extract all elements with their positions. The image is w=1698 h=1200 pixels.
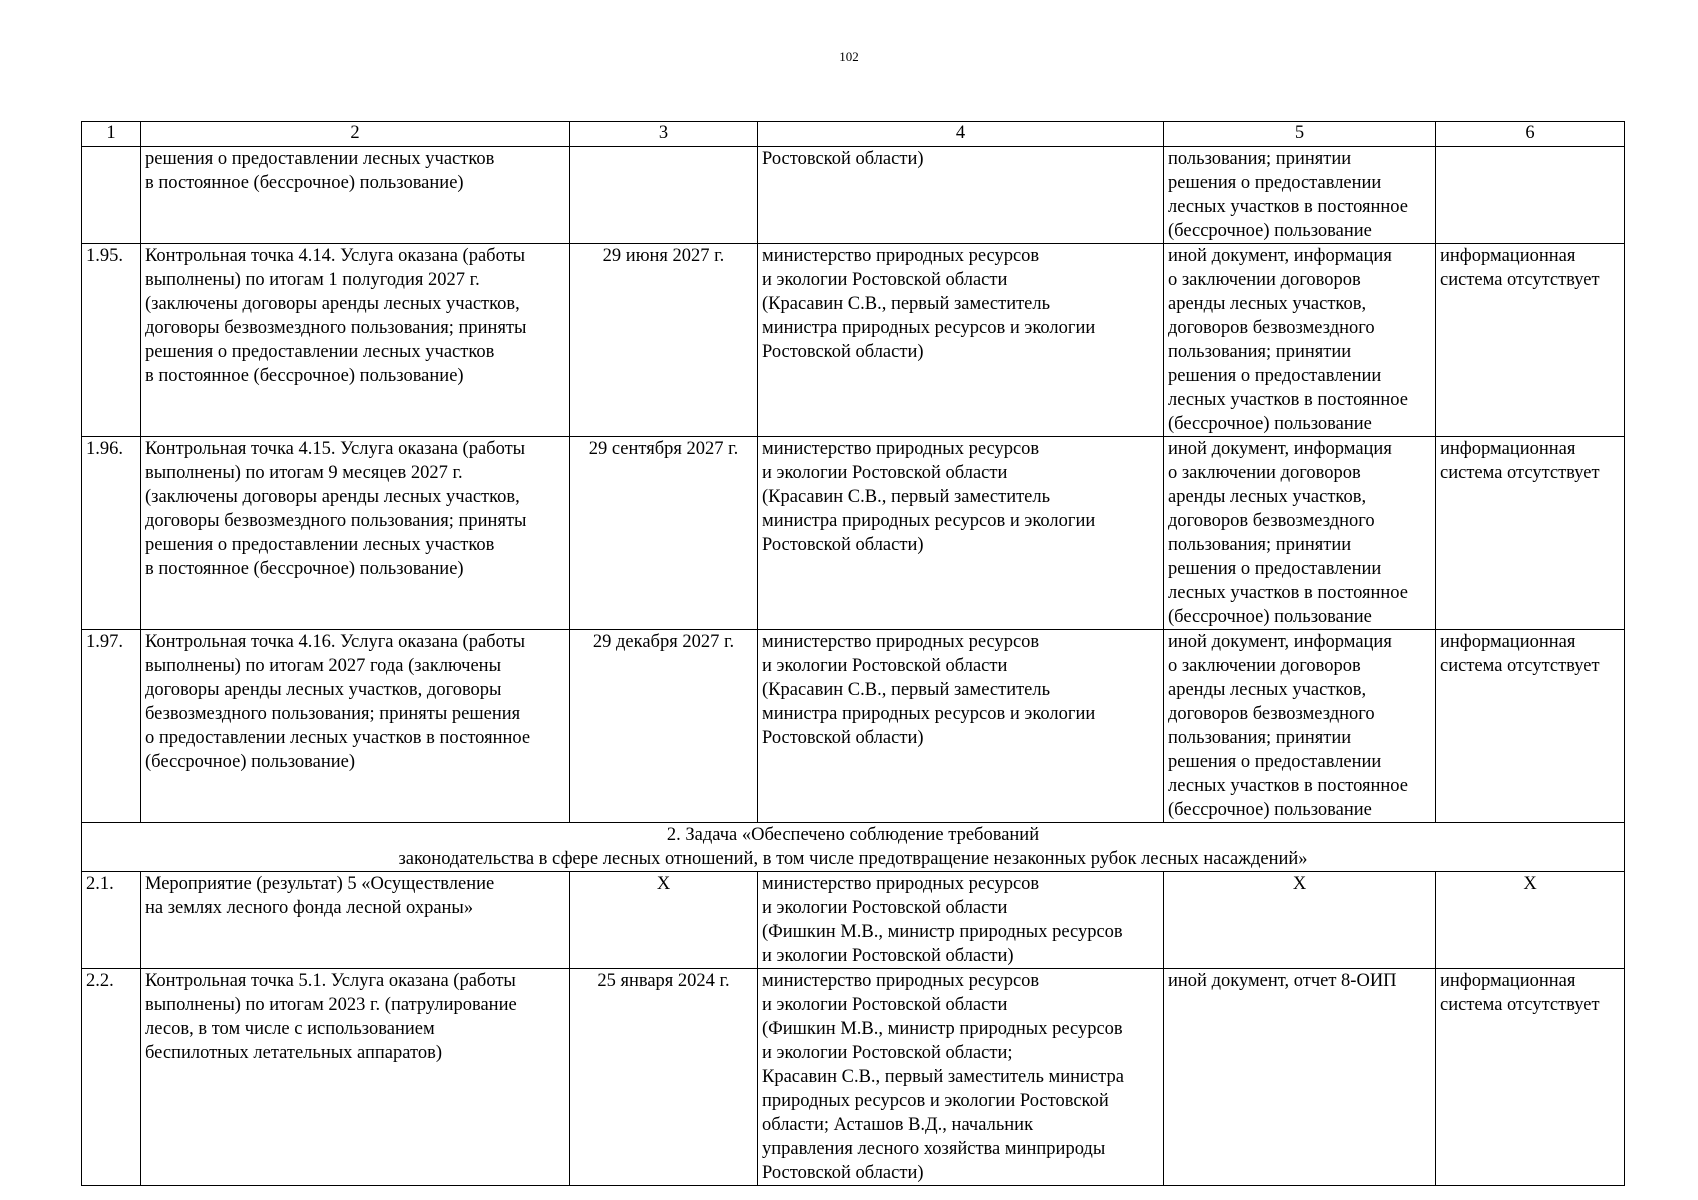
responsible: министерство природных ресурсов и экологии Ростовской области (Красавин С.В., первый заместитель министра природных ресурсов и экологии Ростовской области)	[758, 437, 1164, 630]
item-name: Контрольная точка 4.16. Услуга оказана (работы выполнены) по итогам 2027 года (заключены договоры аренды лесных участков, договоры безвозмездного пользования; приняты решения о предоставлении лесных участков в постоянное (бессрочное) пользование)	[141, 630, 570, 823]
item-name: Мероприятие (результат) 5 «Осуществление на землях лесного фонда лесной охраны»	[141, 872, 570, 969]
due-date: 29 сентября 2027 г.	[570, 437, 758, 630]
info-system: информационная система отсутствует	[1436, 969, 1625, 1186]
table-row	[82, 437, 1625, 630]
document-type: иной документ, информация о заключении договоров аренды лесных участков, договоров безвозмездного пользования; принятии решения о предоставлении лесных участков в постоянное (бессрочное) пользование	[1164, 437, 1436, 630]
item-name: Контрольная точка 4.14. Услуга оказана (работы выполнены) по итогам 1 полугодия 2027 г. (заключены договоры аренды лесных участков, договоры безвозмездного пользования; приняты решения о предоставлении лесных участков в постоянное (бессрочное) пользование)	[141, 244, 570, 437]
column-header: 2	[141, 122, 570, 147]
row-number: 1.97.	[82, 630, 141, 823]
item-name: решения о предоставлении лесных участков в постоянное (бессрочное) пользование)	[141, 147, 570, 244]
row-number: 2.1.	[82, 872, 141, 969]
table-row	[82, 147, 1625, 244]
row-number: 2.2.	[82, 969, 141, 1186]
task-heading: 2. Задача «Обеспечено соблюдение требований законодательства в сфере лесных отношений, в том числе предотвращение незаконных рубок лесных насаждений»	[82, 823, 1625, 872]
responsible: министерство природных ресурсов и экологии Ростовской области (Красавин С.В., первый заместитель министра природных ресурсов и экологии Ростовской области)	[758, 630, 1164, 823]
due-date	[570, 147, 758, 244]
info-system	[1436, 147, 1625, 244]
responsible: министерство природных ресурсов и экологии Ростовской области (Красавин С.В., первый заместитель министра природных ресурсов и экологии Ростовской области)	[758, 244, 1164, 437]
table-header-row	[82, 122, 1625, 147]
table-row	[82, 244, 1625, 437]
row-number: 1.96.	[82, 437, 141, 630]
column-header: 1	[82, 122, 141, 147]
page-number: 102	[839, 49, 859, 64]
due-date: X	[570, 872, 758, 969]
document-type: пользования; принятии решения о предоставлении лесных участков в постоянное (бессрочное) пользование	[1164, 147, 1436, 244]
column-header: 4	[758, 122, 1164, 147]
info-system: X	[1436, 872, 1625, 969]
info-system: информационная система отсутствует	[1436, 437, 1625, 630]
info-system: информационная система отсутствует	[1436, 630, 1625, 823]
document-type: иной документ, отчет 8-ОИП	[1164, 969, 1436, 1186]
document-type: иной документ, информация о заключении договоров аренды лесных участков, договоров безвозмездного пользования; принятии решения о предоставлении лесных участков в постоянное (бессрочное) пользование	[1164, 630, 1436, 823]
row-number: 1.95.	[82, 244, 141, 437]
table-row	[82, 969, 1625, 1186]
column-header: 3	[570, 122, 758, 147]
responsible: Ростовской области)	[758, 147, 1164, 244]
document-type: X	[1164, 872, 1436, 969]
due-date: 29 июня 2027 г.	[570, 244, 758, 437]
item-name: Контрольная точка 4.15. Услуга оказана (работы выполнены) по итогам 9 месяцев 2027 г. (заключены договоры аренды лесных участков, договоры безвозмездного пользования; приняты решения о предоставлении лесных участков в постоянное (бессрочное) пользование)	[141, 437, 570, 630]
document-type: иной документ, информация о заключении договоров аренды лесных участков, договоров безвозмездного пользования; принятии решения о предоставлении лесных участков в постоянное (бессрочное) пользование	[1164, 244, 1436, 437]
responsible: министерство природных ресурсов и экологии Ростовской области (Фишкин М.В., министр природных ресурсов и экологии Ростовской области; Красавин С.В., первый заместитель министра природных ресурсов и экологии Ростовской области; Асташов В.Д., начальник управления лесного хозяйства минприроды Ростовской области)	[758, 969, 1164, 1186]
column-header: 6	[1436, 122, 1625, 147]
table-row	[82, 630, 1625, 823]
item-name: Контрольная точка 5.1. Услуга оказана (работы выполнены) по итогам 2023 г. (патрулирование лесов, в том числе с использованием беспилотных летательных аппаратов)	[141, 969, 570, 1186]
task-heading-row	[82, 823, 1625, 872]
column-header: 5	[1164, 122, 1436, 147]
info-system: информационная система отсутствует	[1436, 244, 1625, 437]
due-date: 25 января 2024 г.	[570, 969, 758, 1186]
responsible: министерство природных ресурсов и экологии Ростовской области (Фишкин М.В., министр природных ресурсов и экологии Ростовской области)	[758, 872, 1164, 969]
plan-table	[81, 121, 1625, 1186]
table-row	[82, 872, 1625, 969]
due-date: 29 декабря 2027 г.	[570, 630, 758, 823]
row-number	[82, 147, 141, 244]
